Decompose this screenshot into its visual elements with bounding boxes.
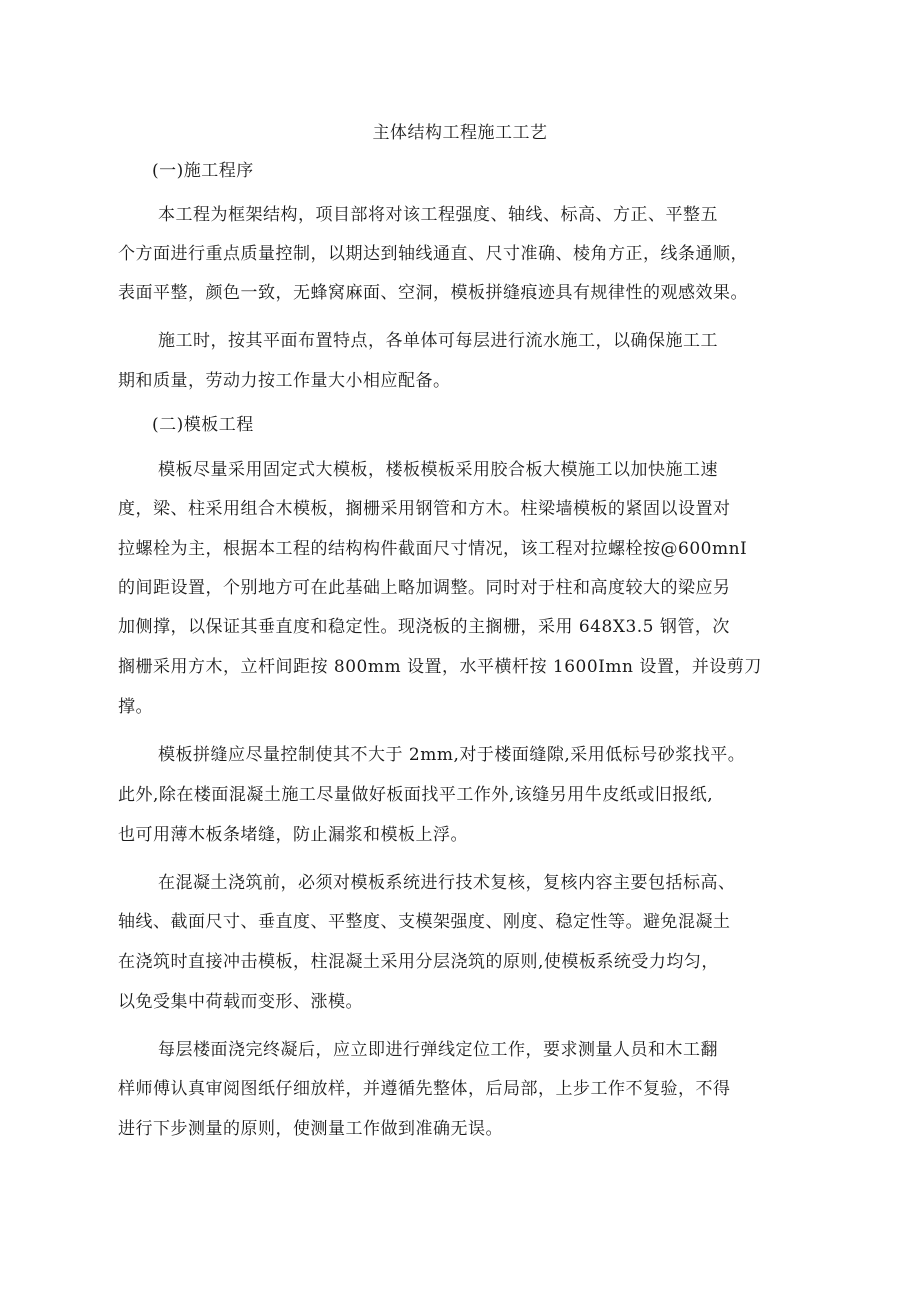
text-line: 以免受集中荷载而变形、涨模。 <box>118 992 363 1012</box>
text-line: 进行下步测量的原则，使测量工作做到准确无误。 <box>118 1119 503 1139</box>
document-title: 主体结构工程施工工艺 <box>372 123 548 143</box>
text-line: 表面平整，颜色一致，无蜂窝麻面、空洞，模板拼缝痕迹具有规律性的观感效果。 <box>118 283 748 303</box>
text-line: 本工程为框架结构，项目部将对该工程强度、轴线、标高、方正、平整五 <box>158 205 718 225</box>
section-heading-formwork: (二)模板工程 <box>152 415 254 435</box>
text-line: 施工时，按其平面布置特点，各单体可每层进行流水施工，以确保施工工 <box>158 331 718 351</box>
text-line: 度，梁、柱采用组合木模板，搁栅采用钢管和方木。柱梁墙模板的紧固以设置对 <box>118 499 731 519</box>
text-line: 在混凝土浇筑前，必须对模板系统进行技术复核，复核内容主要包括标高、 <box>158 873 736 893</box>
text-line: 模板尽量采用固定式大模板，楼板模板采用胶合板大模施工以加快施工速 <box>158 460 718 480</box>
text-line: 搁栅采用方木，立杆间距按 800mm 设置，水平横杆按 1600Imn 设置，并设剪刀 <box>118 657 762 677</box>
text-line: 样师傅认真审阅图纸仔细放样，并遵循先整体，后局部，上步工作不复验，不得 <box>118 1079 731 1099</box>
text-line: 加侧撑，以保证其垂直度和稳定性。现浇板的主搁栅，采用 648X3.5 钢管，次 <box>118 617 730 637</box>
section-heading-construction-procedure: (一)施工程序 <box>152 161 254 181</box>
text-line: 期和质量，劳动力按工作量大小相应配备。 <box>118 371 451 391</box>
text-line: 模板拼缝应尽量控制使其不大于 2mm,对于楼面缝隙,采用低标号砂浆找平。 <box>158 745 746 765</box>
text-line: 此外,除在楼面混凝土施工尽量做好板面找平工作外,该缝另用牛皮纸或旧报纸, <box>118 785 714 805</box>
text-line: 拉螺栓为主，根据本工程的结构构件截面尺寸情况，该工程对拉螺栓按@600mnI <box>118 539 748 559</box>
text-line: 的间距设置，个别地方可在此基础上略加调整。同时对于柱和高度较大的梁应另 <box>118 578 731 598</box>
text-line: 也可用薄木板条堵缝，防止漏浆和模板上浮。 <box>118 825 468 845</box>
text-line: 撑。 <box>118 697 153 717</box>
text-line: 每层楼面浇完终凝后，应立即进行弹线定位工作，要求测量人员和木工翻 <box>158 1040 718 1060</box>
text-line: 在浇筑时直接冲击模板，柱混凝土采用分层浇筑的原则,使模板系统受力均匀， <box>118 952 719 972</box>
text-line: 轴线、截面尺寸、垂直度、平整度、支模架强度、刚度、稳定性等。避免混凝土 <box>118 912 731 932</box>
text-line: 个方面进行重点质量控制，以期达到轴线通直、尺寸准确、棱角方正，线条通顺， <box>118 244 748 264</box>
